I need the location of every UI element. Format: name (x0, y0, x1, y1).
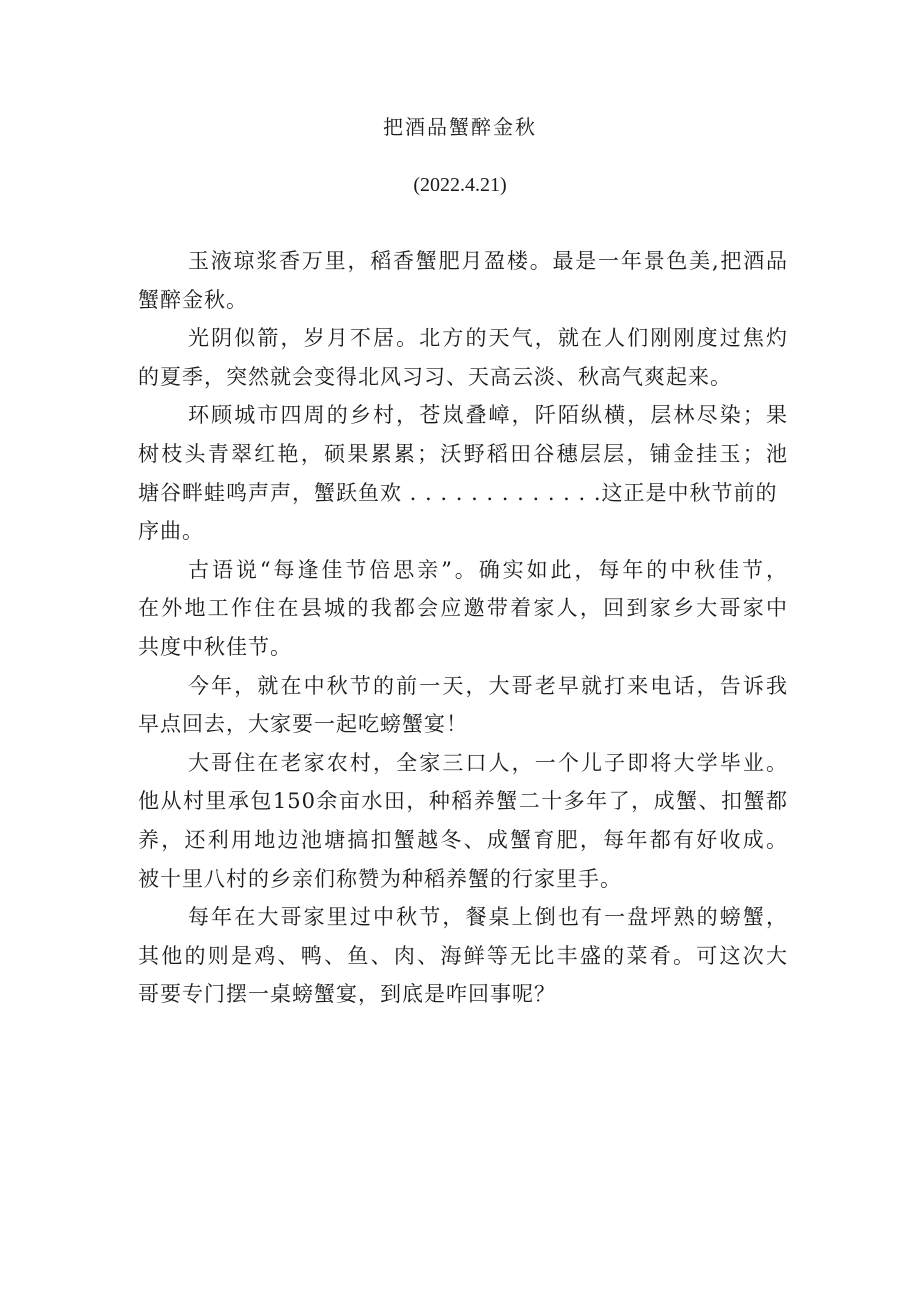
document-title: 把酒品蟹醉金秋 (383, 115, 537, 139)
text-line: 古语说“每逢佳节倍思亲”。确实如此，每年的中秋佳节， (188, 557, 788, 582)
paragraph (138, 319, 788, 396)
text-line: 序曲。 (138, 519, 204, 544)
paragraph (138, 551, 788, 667)
paragraph (138, 898, 788, 1014)
text-line: 哥要专门摆一桌螃蟹宴，到底是咋回事呢？ (138, 982, 556, 1007)
paragraph (138, 744, 788, 898)
text-line: 光阴似箭，岁月不居。北方的天气，就在人们刚刚度过焦灼 (188, 326, 788, 351)
text-line: 他从村里承包150余亩水田，种稻养蟹二十多年了，成蟹、扣蟹都 (138, 789, 788, 814)
text-line: 今年，就在中秋节的前一天，大哥老早就打来电话，告诉我 (188, 673, 788, 698)
text-line: 共度中秋佳节。 (138, 634, 292, 659)
document-date: (2022.4.21) (413, 174, 507, 196)
text-line: 被十里八村的乡亲们称赞为种稻养蟹的行家里手。 (138, 866, 622, 891)
text-line: 蟹醉金秋。 (138, 287, 248, 312)
document-body (138, 242, 788, 1014)
text-line: 其他的则是鸡、鸭、鱼、肉、海鲜等无比丰盛的菜肴。可这次大 (138, 943, 788, 968)
text-line: 在外地工作住在县城的我都会应邀带着家人，回到家乡大哥家中 (138, 596, 788, 621)
paragraph (138, 242, 788, 319)
text-line: 树枝头青翠红艳，硕果累累；沃野稻田谷穗层层，铺金挂玉；池 (138, 441, 788, 466)
paragraph (138, 396, 788, 550)
text-line: 的夏季，突然就会变得北风习习、天高云淡、秋高气爽起来。 (138, 364, 732, 389)
text-line: 玉液琼浆香万里，稻香蟹肥月盈楼。最是一年景色美,把酒品 (188, 249, 788, 273)
paragraph (138, 667, 788, 744)
text-line: 养，还利用地边池塘搞扣蟹越冬、成蟹育肥，每年都有好收成。 (138, 827, 788, 852)
text-line: 大哥住在老家农村，全家三口人，一个儿子即将大学毕业。 (188, 750, 788, 775)
text-line: 塘谷畔蛙鸣声声，蟹跃鱼欢 . . . . . . . . . . . . .这正是中秋节前的 (138, 480, 778, 505)
text-line: 每年在大哥家里过中秋节，餐桌上倒也有一盘坪熟的螃蟹， (188, 905, 788, 930)
text-line: 环顾城市四周的乡村，苍岚叠嶂，阡陌纵横，层林尽染；果 (188, 403, 788, 428)
text-line: 早点回去，大家要一起吃螃蟹宴！ (138, 712, 468, 737)
